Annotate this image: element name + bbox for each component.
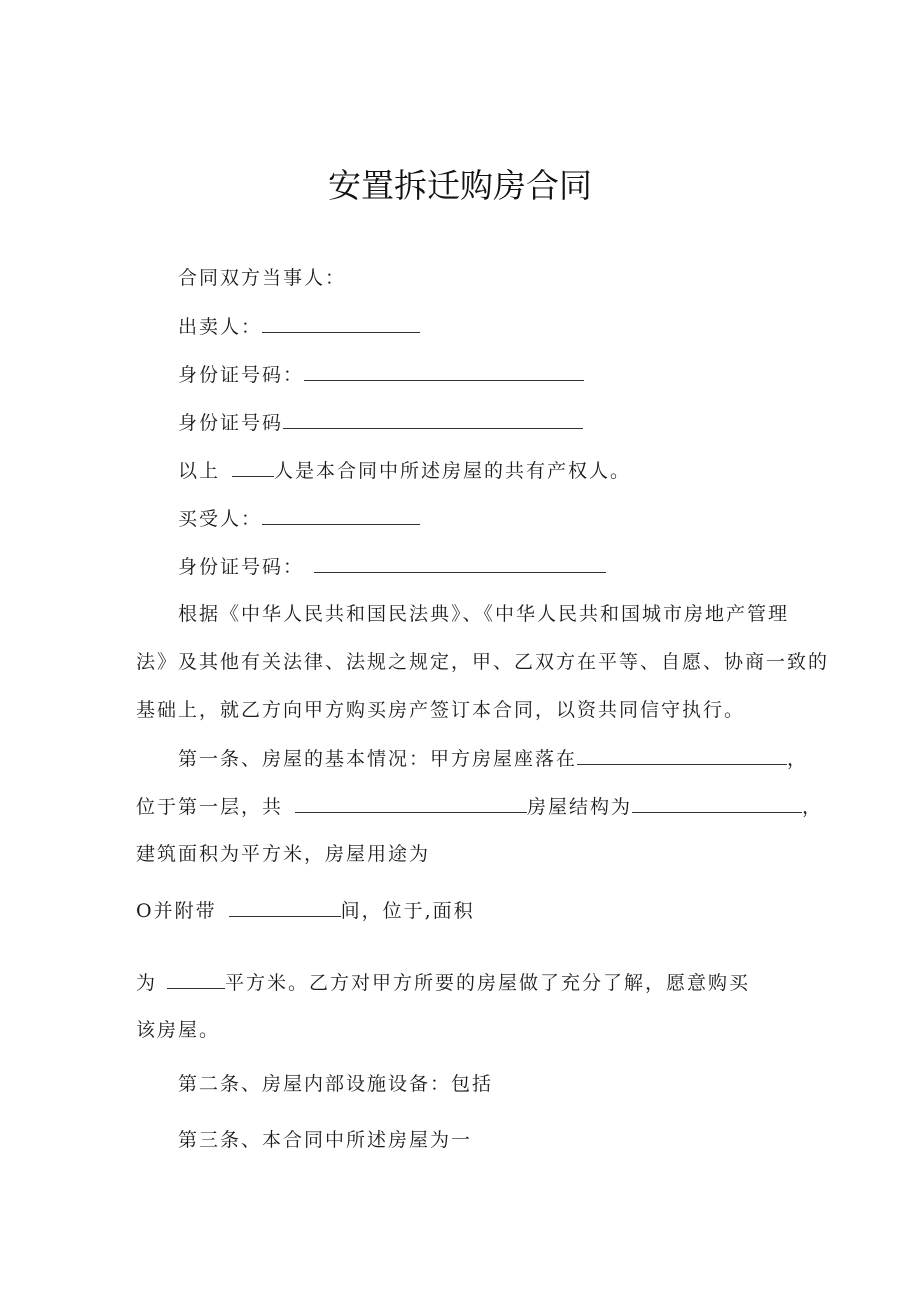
article-2: 第二条、房屋内部设施设备：包括 [178, 1073, 494, 1095]
structure-blank [632, 794, 802, 813]
id-line-2 [178, 410, 583, 435]
co-owner-blank [232, 458, 274, 477]
article-1-prefix: 第一条、房屋的基本情况：甲方房屋座落在 [178, 748, 578, 770]
article-1-comma-2: ， [802, 796, 824, 818]
id-blank-1 [304, 362, 584, 381]
area-blank [167, 970, 225, 989]
id-label-3: 身份证号码： [178, 556, 305, 578]
basis-line-2: 法》及其他有关法律、法规之规定，甲、乙双方在平等、自愿、协商一致的 [136, 651, 830, 673]
co-owner-line [178, 458, 631, 483]
article-1-comma: ， [787, 748, 809, 770]
area-suffix: 平方米。乙方对甲方所要的房屋做了充分了解，愿意购买 [225, 972, 751, 994]
id-line-3 [178, 554, 606, 579]
floor-text: 位于第一层，共 [136, 796, 284, 818]
buyer-line [178, 506, 420, 531]
basis-line-3: 基础上，就乙方向甲方购买房产签订本合同，以资共同信守执行。 [136, 699, 746, 721]
basis-line-1: 根据《中华人民共和国民法典》、《中华人民共和国城市房地产管理 [178, 603, 790, 625]
id-line-1 [178, 362, 584, 387]
attached-location: 间，位于,面积 [340, 900, 475, 922]
co-owner-suffix: 人是本合同中所述房屋的共有产权人。 [274, 460, 632, 482]
buyer-label: 买受人： [178, 508, 263, 530]
buyer-blank [262, 506, 420, 525]
article-1-line-4 [136, 898, 475, 923]
article-1-line-6: 该房屋。 [136, 1019, 221, 1041]
location-blank [577, 746, 787, 765]
id-label-1: 身份证号码： [178, 364, 305, 386]
article-1-line-3: 建筑面积为平方米，房屋用途为 [136, 843, 431, 865]
co-owner-prefix: 以上 [178, 460, 221, 482]
article-1-line-1 [178, 746, 808, 771]
document-title: 安置拆迁购房合同 [328, 166, 592, 205]
id-label-2: 身份证号码 [178, 412, 284, 434]
id-blank-3 [314, 554, 606, 573]
parties-heading: 合同双方当事人： [178, 267, 347, 289]
floor-count-blank [295, 794, 527, 813]
article-1-line-2 [136, 794, 823, 819]
article-1-line-5 [136, 970, 750, 995]
seller-line [178, 314, 420, 339]
structure-label: 房屋结构为 [527, 796, 633, 818]
seller-blank [262, 314, 420, 333]
area-prefix: 为 [136, 972, 158, 994]
attached-text: O并附带 [136, 900, 217, 922]
article-3: 第三条、本合同中所述房屋为一 [178, 1129, 473, 1151]
seller-label: 出卖人： [178, 316, 263, 338]
attached-count-blank [229, 898, 341, 917]
id-blank-2 [283, 410, 583, 429]
